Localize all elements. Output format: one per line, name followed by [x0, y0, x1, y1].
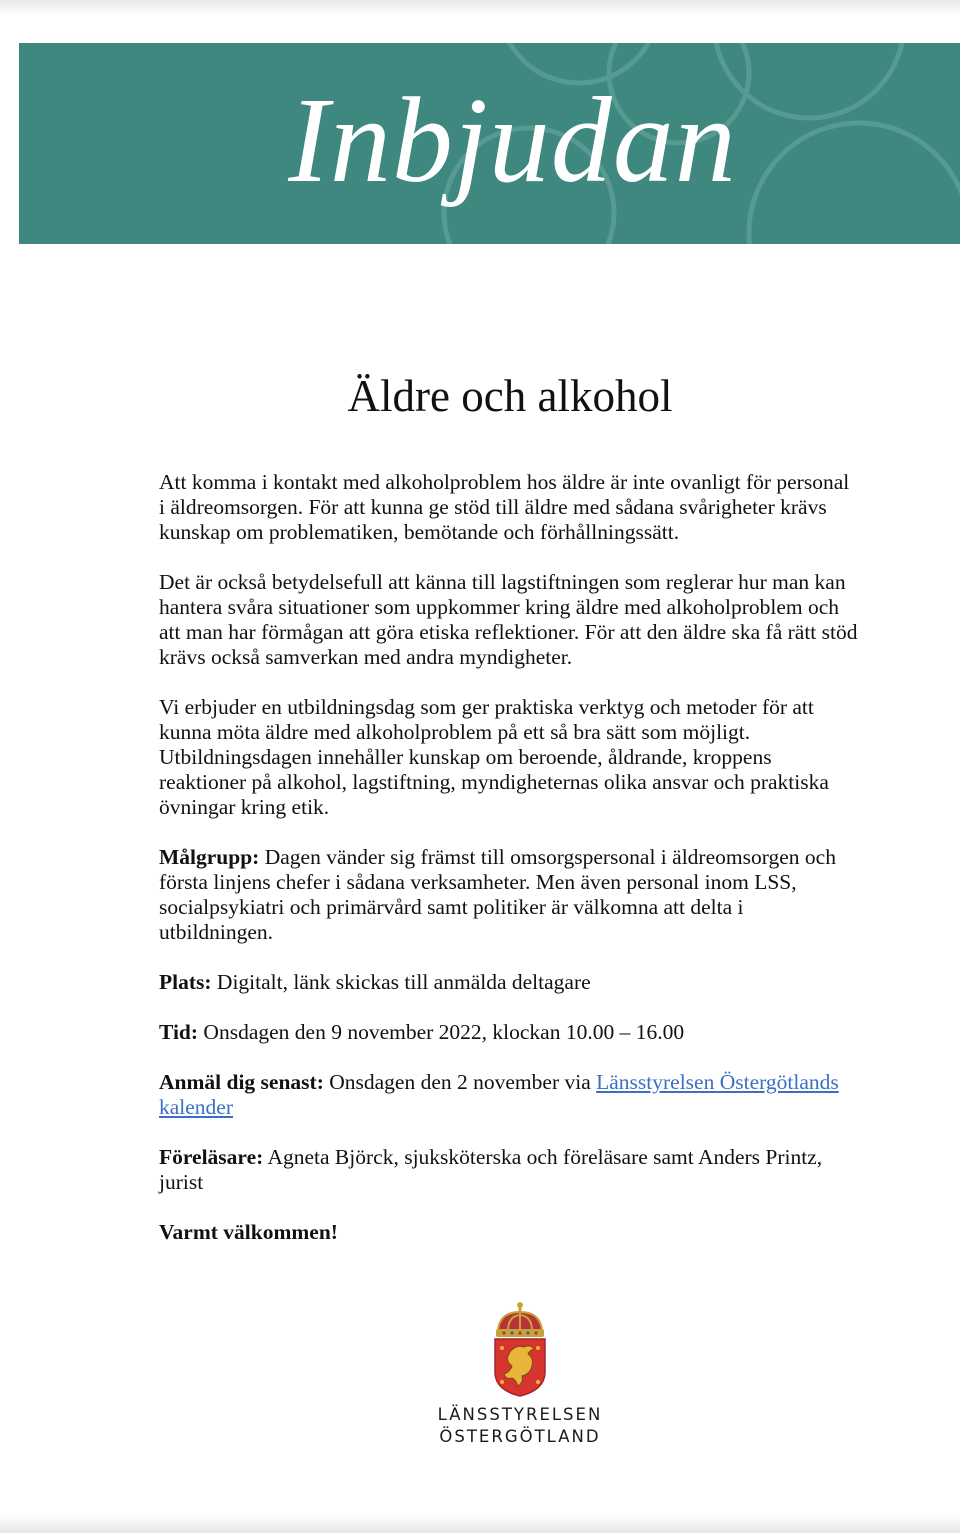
offer-paragraph: Vi erbjuder en utbildningsdag som ger praktiska verktyg och metoder för att kunna möta äldre med alkoholproblem på ett så bra sätt som möjligt. Utbildningsdagen innehåller kunskap om beroende, åldrande, kroppens reaktioner på alkohol, lagstiftning, myndigheternas olika ansvar och praktiska övningar kring etik. — [159, 695, 829, 819]
header-banner — [19, 43, 960, 244]
target-group-paragraph — [159, 845, 859, 945]
bottom-shadow — [0, 1515, 960, 1533]
time-text: Onsdagen den 9 november 2022, klockan 10.00 – 16.00 — [198, 1020, 685, 1044]
time-paragraph — [159, 1020, 859, 1045]
lecturers-paragraph — [159, 1145, 859, 1195]
county-logo — [420, 1300, 620, 1448]
place-text: Digitalt, länk skickas till anmälda deltagare — [211, 970, 591, 994]
welcome-text: Varmt välkommen! — [159, 1220, 338, 1244]
place-label: Plats: — [159, 970, 212, 994]
banner-title: Inbjudan — [288, 73, 737, 208]
welcome-paragraph — [159, 1220, 859, 1245]
coat-of-arms-icon — [490, 1300, 550, 1398]
document-title: Äldre och alkohol — [347, 371, 673, 421]
logo-text — [420, 1404, 620, 1448]
top-shadow — [0, 0, 960, 16]
time-label: Tid: — [159, 1020, 199, 1044]
calendar-link[interactable]: Länsstyrelsen Östergötlands kalender — [159, 1070, 839, 1119]
target-group-text: Dagen vänder sig främst till omsorgspersonal i äldreomsorgen och första linjens chefer i sådana verksamheter. Men även personal inom LSS, socialpsykiatri och primärvård samt politiker är välkomna att delta i utbildningen. — [159, 845, 836, 944]
lecturers-text: Agneta Björck, sjuksköterska och föreläsare samt Anders Printz, jurist — [159, 1145, 823, 1194]
register-paragraph — [159, 1070, 859, 1120]
logo-line-2: ÖSTERGÖTLAND — [439, 1427, 601, 1446]
lecturers-label: Föreläsare: — [159, 1145, 264, 1169]
register-label: Anmäl dig senast: — [159, 1070, 324, 1094]
logo-line-1: LÄNSSTYRELSEN — [437, 1405, 603, 1424]
law-paragraph: Det är också betydelsefull att känna till lagstiftningen som reglerar hur man kan hantera svåra situationer som uppkommer kring äldre med alkoholproblem och att man har förmågan att göra etiska reflektioner. För att den äldre ska få rätt stöd krävs också samverkan med andra myndigheter. — [159, 570, 858, 669]
register-text: Onsdagen den 2 november via — [323, 1070, 597, 1094]
intro-paragraph: Att komma i kontakt med alkoholproblem hos äldre är inte ovanligt för personal i äldreomsorgen. För att kunna ge stöd till äldre med sådana svårigheter krävs kunskap om problematiken, bemötande och förhållningssätt. — [159, 470, 850, 544]
place-paragraph — [159, 970, 859, 995]
target-group-label: Målgrupp: — [159, 845, 260, 869]
document-body — [159, 470, 859, 1270]
